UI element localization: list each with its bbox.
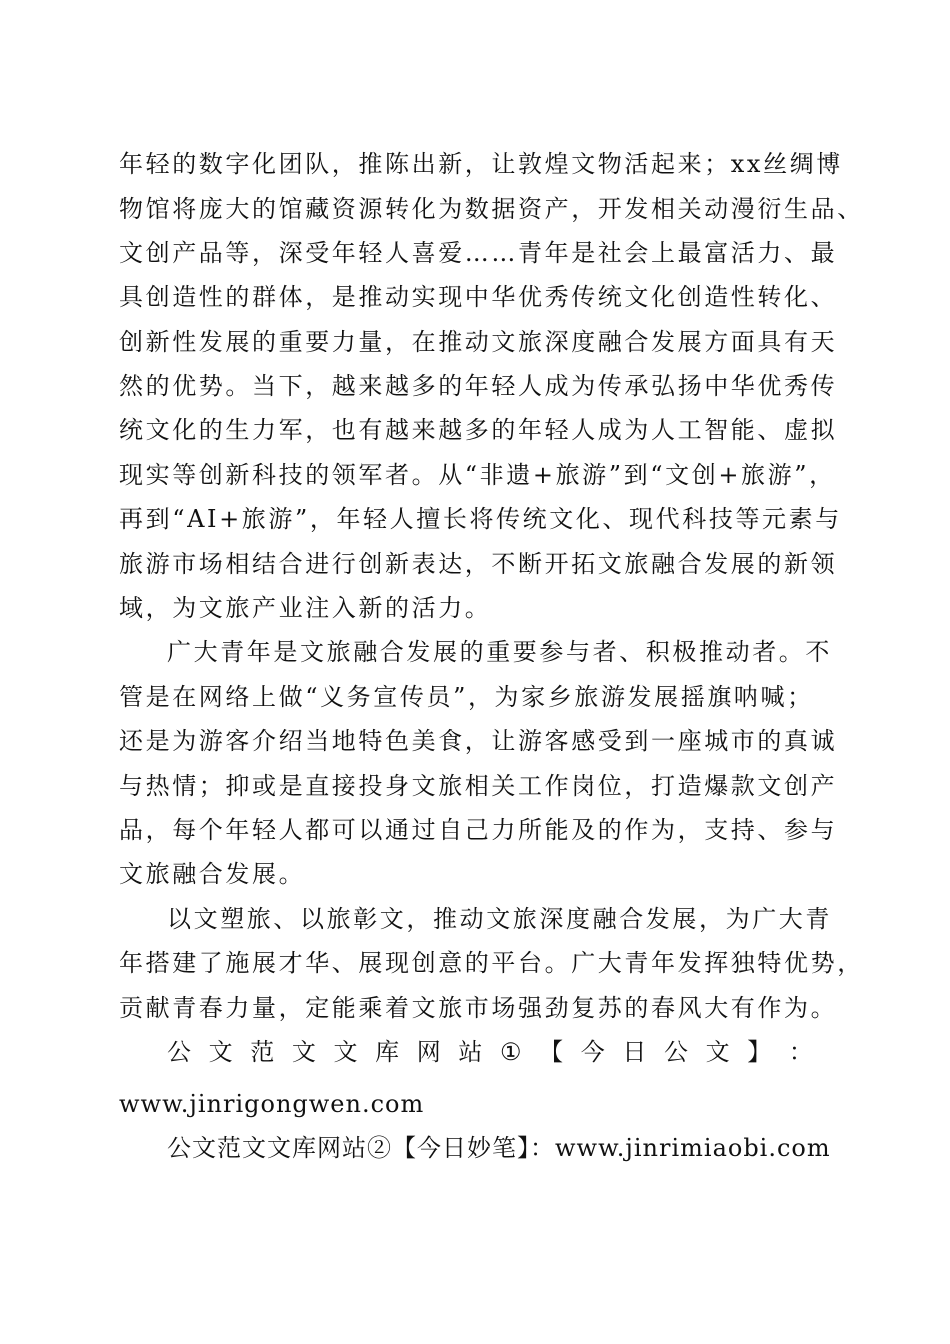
body-line: 物馆将庞大的馆藏资源转化为数据资产，开发相关动漫衍生品、 <box>119 195 864 223</box>
body-line: 年搭建了施展才华、展现创意的平台。广大青年发挥独特优势， <box>119 949 864 977</box>
footer-char: 公 <box>167 1038 191 1066</box>
footer-char: ① <box>500 1038 522 1066</box>
body-line: 旅游市场相结合进行创新表达，不断开拓文旅融合发展的新领 <box>119 550 838 578</box>
body-line: 管是在网络上做“义务宣传员”，为家乡旅游发展摇旗呐喊； <box>119 683 814 711</box>
body-line: 还是为游客介绍当地特色美食，让游客感受到一座城市的真诚 <box>119 727 838 755</box>
body-line: 贡献青春力量，定能乘着文旅市场强劲复苏的春风大有作为。 <box>119 994 838 1022</box>
body-line: 以文塑旅、以旅彰文，推动文旅深度融合发展，为广大青 <box>167 905 832 933</box>
footer-char: 今 <box>580 1038 605 1066</box>
footer-site1-url[interactable]: www.jinrigongwen.com <box>119 1090 425 1118</box>
footer-char: 文 <box>705 1038 730 1066</box>
footer-site2-line[interactable]: 公文范文文库网站②【今日妙笔】：www.jinrimiaobi.com <box>167 1134 831 1162</box>
body-line: 与热情；抑或是直接投身文旅相关工作岗位，打造爆款文创产 <box>119 772 838 800</box>
body-line: 年轻的数字化团队，推陈出新，让敦煌文物活起来；xx丝绸博 <box>119 150 843 178</box>
body-line: 品，每个年轻人都可以通过自己力所能及的作为，支持、参与 <box>119 816 838 844</box>
footer-char: 文 <box>333 1038 358 1066</box>
footer-char: 库 <box>375 1038 400 1066</box>
body-line: 文旅融合发展。 <box>119 860 306 888</box>
footer-char: ： <box>788 1038 813 1066</box>
footer-char: 【 <box>539 1038 564 1066</box>
body-line: 域，为文旅产业注入新的活力。 <box>119 594 492 622</box>
footer-char: 文 <box>208 1038 233 1066</box>
body-line: 统文化的生力军，也有越来越多的年轻人成为人工智能、虚拟 <box>119 416 838 444</box>
footer-site1-label <box>167 1037 813 1067</box>
body-line: 广大青年是文旅融合发展的重要参与者、积极推动者。不 <box>167 638 832 666</box>
body-line: 创新性发展的重要力量，在推动文旅深度融合发展方面具有天 <box>119 328 838 356</box>
body-line: 再到“AI+旅游”，年轻人擅长将传统文化、现代科技等元素与 <box>119 505 842 533</box>
footer-char: 站 <box>458 1038 483 1066</box>
footer-char: 】 <box>747 1038 772 1066</box>
footer-char: 文 <box>291 1038 316 1066</box>
footer-char: 网 <box>416 1038 441 1066</box>
body-line: 然的优势。当下，越来越多的年轻人成为传承弘扬中华优秀传 <box>119 372 838 400</box>
footer-char: 日 <box>622 1038 647 1066</box>
body-line: 具创造性的群体，是推动实现中华优秀传统文化创造性转化、 <box>119 283 838 311</box>
body-line: 现实等创新科技的领军者。从“非遗+旅游”到“文创+旅游”， <box>119 461 836 489</box>
footer-char: 范 <box>250 1038 275 1066</box>
footer-char: 公 <box>664 1038 689 1066</box>
body-line: 文创产品等，深受年轻人喜爱……青年是社会上最富活力、最 <box>119 239 838 267</box>
